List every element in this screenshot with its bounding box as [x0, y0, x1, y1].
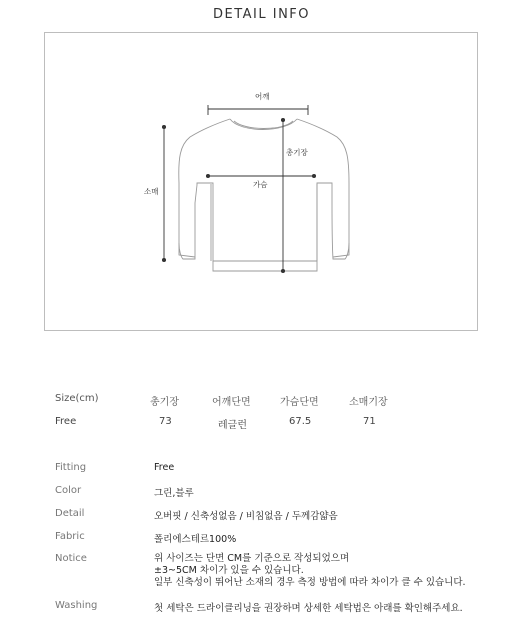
detail-value: 오버핏 / 신축성없음 / 비침없음 / 두께감얇음 — [154, 511, 338, 522]
shoulder-value: 레글런 — [218, 420, 247, 431]
color-value: 그린,블루 — [154, 488, 194, 499]
shoulder-label: 어깨 — [255, 92, 270, 101]
sweatshirt-outline — [179, 119, 349, 271]
chest-header: 가슴단면 — [280, 397, 319, 408]
sleeve-label: 소매 — [144, 187, 159, 196]
notice-line: 위 사이즈는 단면 CM를 기준으로 작성되었으며 — [154, 553, 350, 564]
length-header: 총기장 — [150, 397, 179, 408]
size-value: Free — [55, 416, 77, 427]
length-label: 총기장 — [286, 148, 308, 157]
washing-label: Washing — [55, 600, 98, 611]
chest-value: 67.5 — [289, 416, 312, 427]
length-value: 73 — [159, 416, 172, 427]
notice-line: ±3~5CM 차이가 있을 수 있습니다. — [154, 565, 304, 576]
sleeve-value: 71 — [363, 416, 376, 427]
measurement-lines — [162, 105, 315, 273]
color-label: Color — [55, 485, 82, 496]
chest-label: 가슴 — [253, 180, 268, 189]
notice-label: Notice — [55, 553, 87, 564]
fitting-label: Fitting — [55, 462, 87, 473]
notice-line: 일부 신축성이 뛰어난 소재의 경우 측정 방법에 따라 차이가 클 수 있습니다. — [154, 577, 466, 588]
detail-label: Detail — [55, 508, 85, 519]
fabric-value: 폴리에스테르100% — [154, 534, 237, 545]
washing-value: 첫 세탁은 드라이클리닝을 권장하며 상세한 세탁법은 아래를 확인해주세요. — [154, 603, 463, 614]
sleeve-header: 소매기장 — [349, 397, 388, 408]
size-header: Size(cm) — [55, 393, 99, 404]
fabric-label: Fabric — [55, 531, 85, 542]
size-diagram — [44, 32, 478, 331]
shoulder-header: 어깨단면 — [212, 397, 251, 408]
fitting-value: Free — [154, 462, 175, 473]
notice-value — [154, 553, 514, 589]
page-title: DETAIL INFO — [212, 7, 311, 22]
